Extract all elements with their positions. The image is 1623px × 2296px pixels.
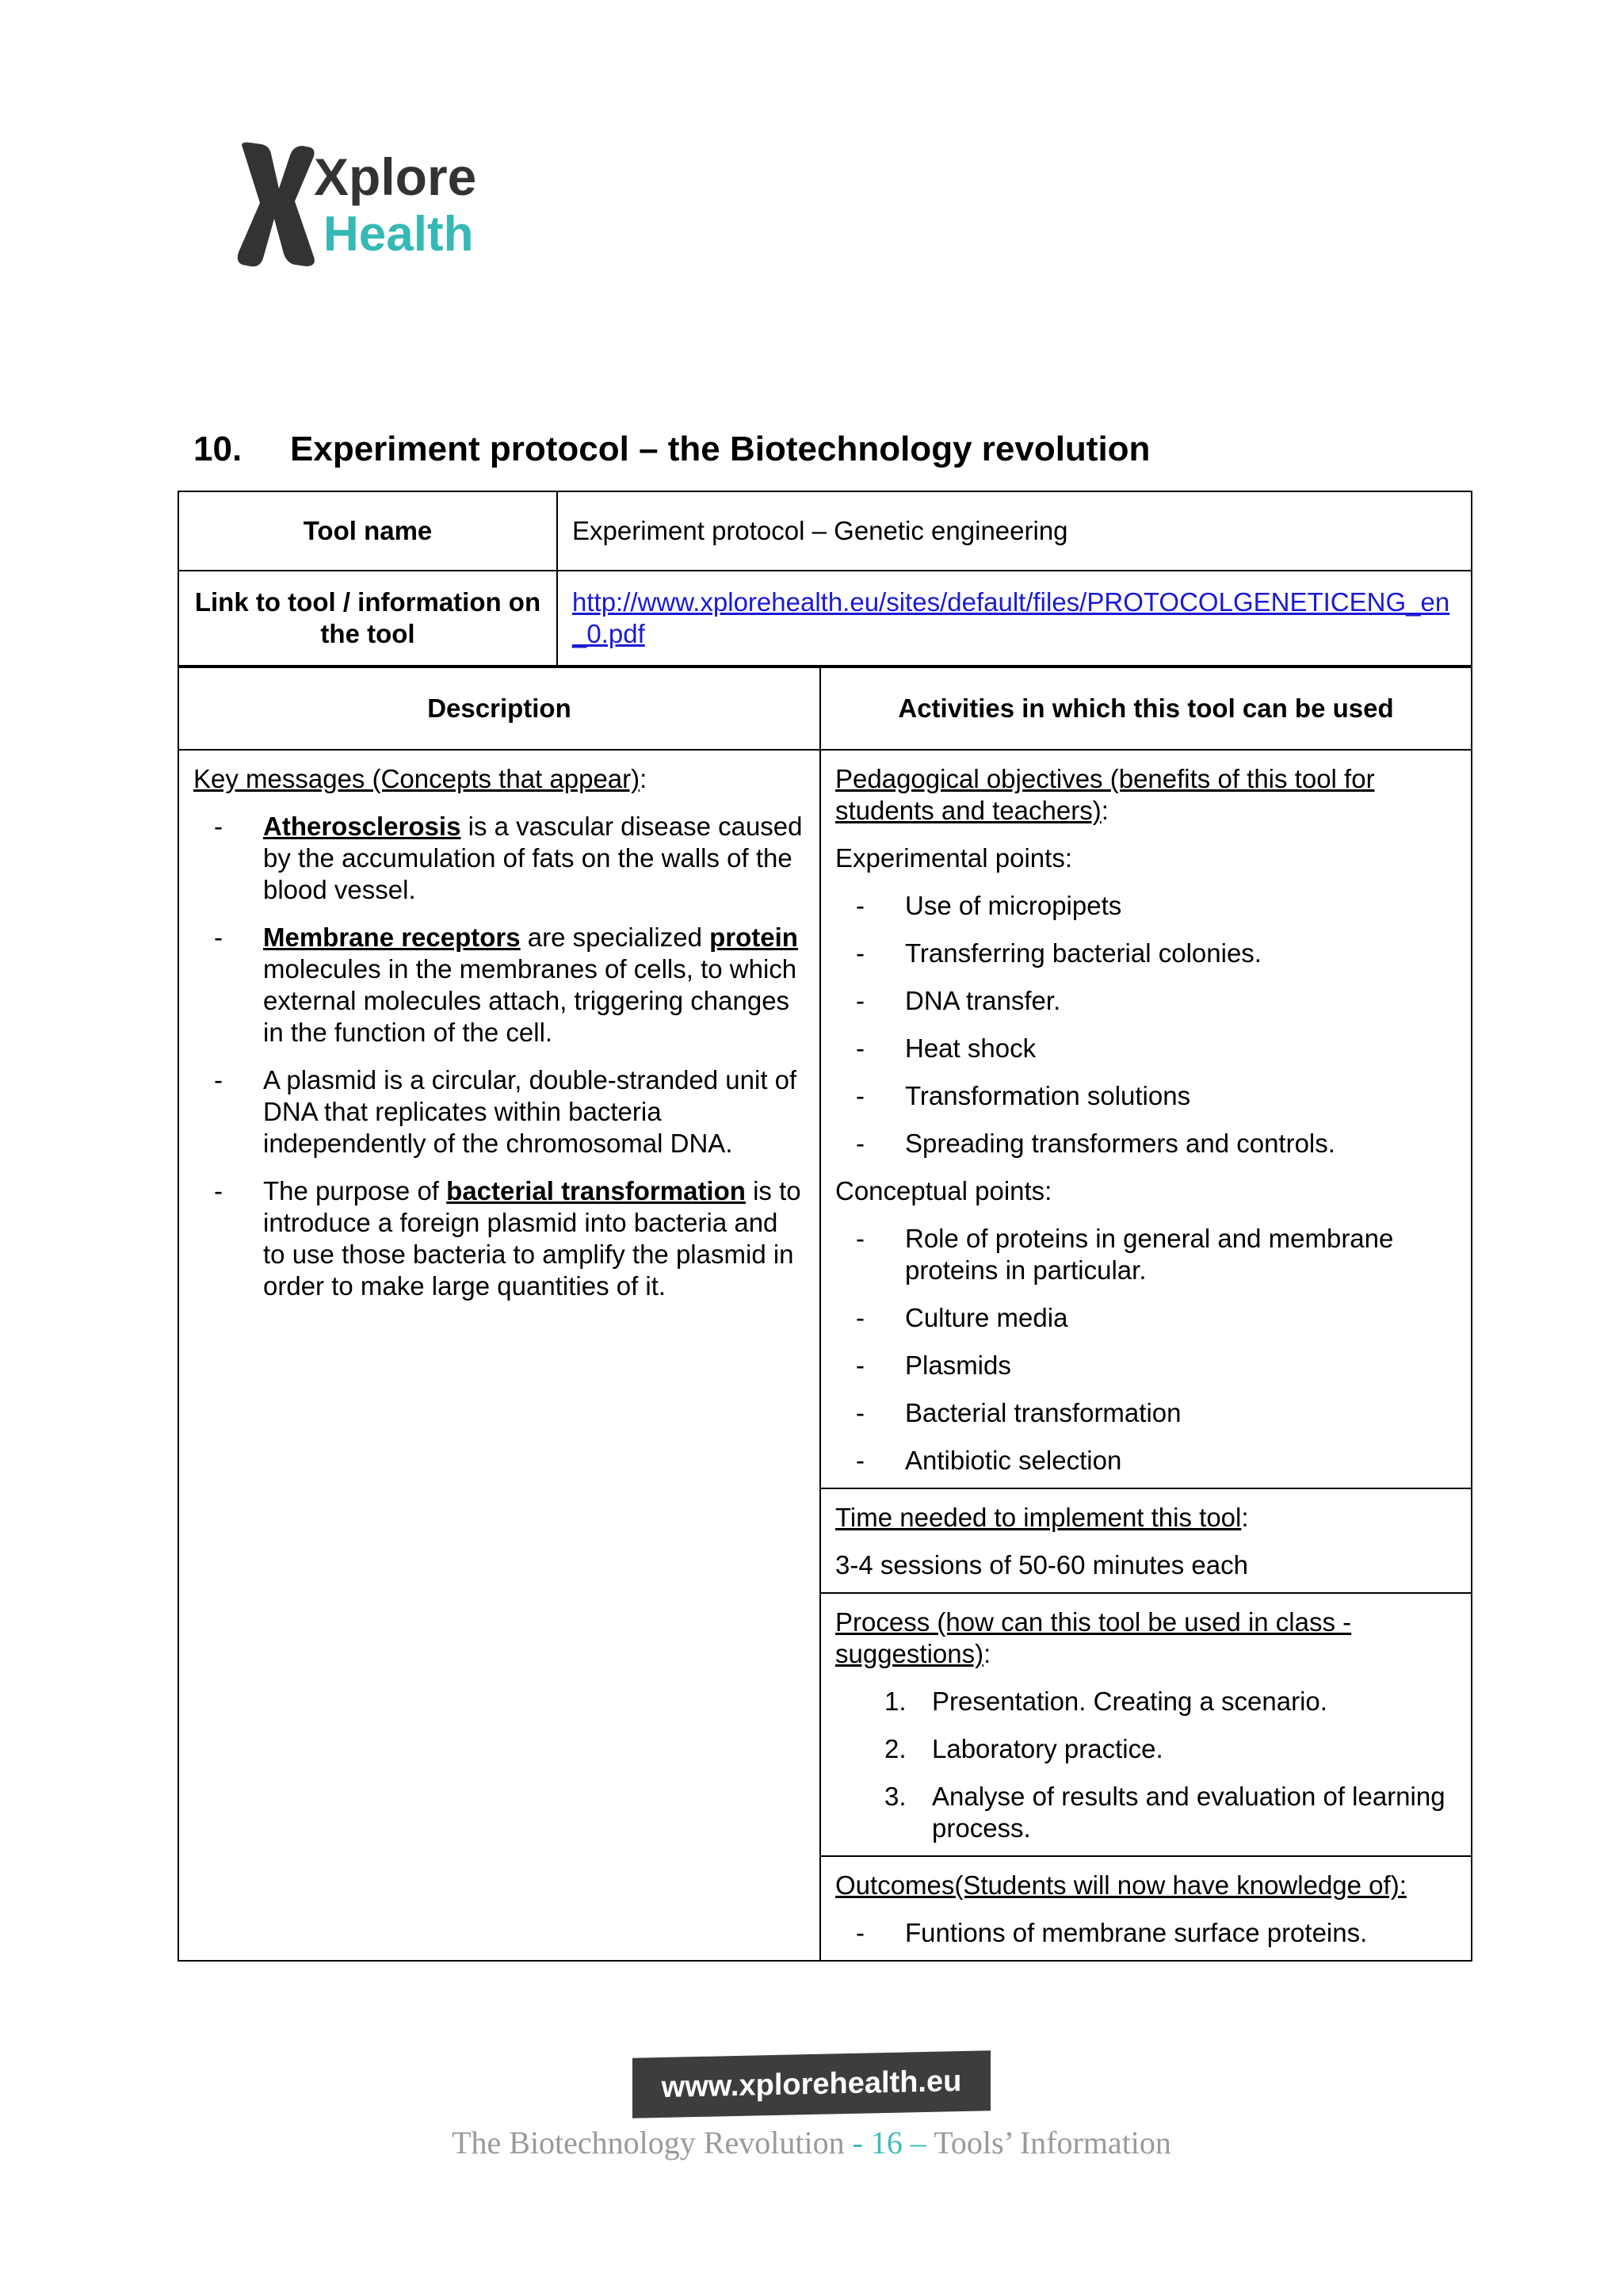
section-number: 10. (193, 430, 242, 468)
description-cell (178, 750, 820, 1961)
outcomes-label: Outcomes(Students will now have knowledge of): (835, 1870, 1407, 1900)
list-item: - Culture media (856, 1303, 1068, 1332)
time-cell (820, 1488, 1472, 1593)
page-number: 16 (870, 2125, 903, 2160)
tool-name-value: Experiment protocol – Genetic engineering (557, 491, 1472, 571)
list-item: - Plasmids (856, 1350, 1011, 1380)
list-item: 2. Laboratory practice. (884, 1734, 1163, 1763)
section-title: Experiment protocol – the Biotechnology revolution (290, 430, 1151, 468)
description-activities-table (178, 667, 1472, 1962)
list-item: - Use of micropipets (856, 891, 1122, 920)
list-item: - Atherosclerosis is a vascular disease caused by the accumulation of fats on the walls of the blood vessel. (214, 812, 803, 904)
key-messages-label: Key messages (Concepts that appear): (193, 764, 647, 793)
list-item: - Bacterial transformation (856, 1398, 1182, 1427)
list-item: - DNA transfer. (856, 986, 1061, 1015)
xplore-health-logo (235, 139, 520, 274)
logo-graphic (235, 139, 520, 274)
key-messages-list (193, 811, 805, 1302)
description-header: Description (178, 667, 820, 750)
tool-info-table (178, 491, 1472, 667)
logo-health: Health (323, 207, 474, 262)
process-list (835, 1686, 1457, 1844)
list-item: - The purpose of bacterial transformation is to introduce a foreign plasmid into bacteria and to use those bacteria to amplify the plasmid in order to make large quantities of it. (214, 1176, 801, 1301)
tool-link[interactable]: http://www.xplorehealth.eu/sites/default/files/PROTOCOLGENETICENG_en_0.pdf (572, 587, 1450, 648)
list-item: 3. Analyse of results and evaluation of learning process. (884, 1782, 1445, 1843)
list-item: - Spreading transformers and controls. (856, 1129, 1335, 1158)
footer-sep2: – (902, 2125, 934, 2160)
logo-xplore: Xplore (314, 147, 477, 206)
list-item: 1. Presentation. Creating a scenario. (884, 1687, 1327, 1716)
experimental-list (835, 890, 1457, 1159)
footer-sep1: - (844, 2125, 871, 2160)
activities-header: Activities in which this tool can be used (820, 667, 1472, 750)
tool-name-label: Tool name (178, 491, 557, 571)
link-label: Link to tool / information on the tool (178, 571, 557, 666)
list-item: - Membrane receptors are specialized protein molecules in the membranes of cells, to which external molecules attach, triggering changes in the function of the cell. (214, 923, 798, 1047)
list-item: - Role of proteins in general and membrane proteins in particular. (856, 1224, 1394, 1285)
website-url: www.xplorehealth.eu (661, 2064, 962, 2104)
list-item: - Antibiotic selection (856, 1446, 1122, 1475)
pedagogical-cell (820, 750, 1472, 1488)
page-footer (0, 2124, 1623, 2161)
process-label: Process (how can this tool be used in class - suggestions): (835, 1607, 1352, 1668)
conceptual-list (835, 1223, 1457, 1477)
website-badge[interactable] (632, 2050, 991, 2118)
outcomes-cell (820, 1856, 1472, 1961)
outcomes-list (835, 1917, 1457, 1949)
list-item: - A plasmid is a circular, double-stranded unit of DNA that replicates within bacteria independently of the chromosomal DNA. (214, 1065, 797, 1158)
footer-left: The Biotechnology Revolution (452, 2125, 845, 2160)
pedagogical-label: Pedagogical objectives (benefits of this tool for students and teachers): (835, 764, 1375, 825)
list-item: - Heat shock (856, 1033, 1037, 1063)
experimental-label: Experimental points: (835, 843, 1072, 873)
section-heading (193, 430, 1150, 469)
conceptual-label: Conceptual points: (835, 1176, 1052, 1205)
list-item: - Funtions of membrane surface proteins. (856, 1918, 1368, 1947)
time-label: Time needed to implement this tool: (835, 1503, 1249, 1532)
footer-right: Tools’ Information (934, 2125, 1171, 2160)
list-item: - Transferring bacterial colonies. (856, 938, 1262, 968)
time-value: 3-4 sessions of 50-60 minutes each (835, 1550, 1248, 1580)
process-cell (820, 1593, 1472, 1856)
list-item: - Transformation solutions (856, 1081, 1191, 1110)
